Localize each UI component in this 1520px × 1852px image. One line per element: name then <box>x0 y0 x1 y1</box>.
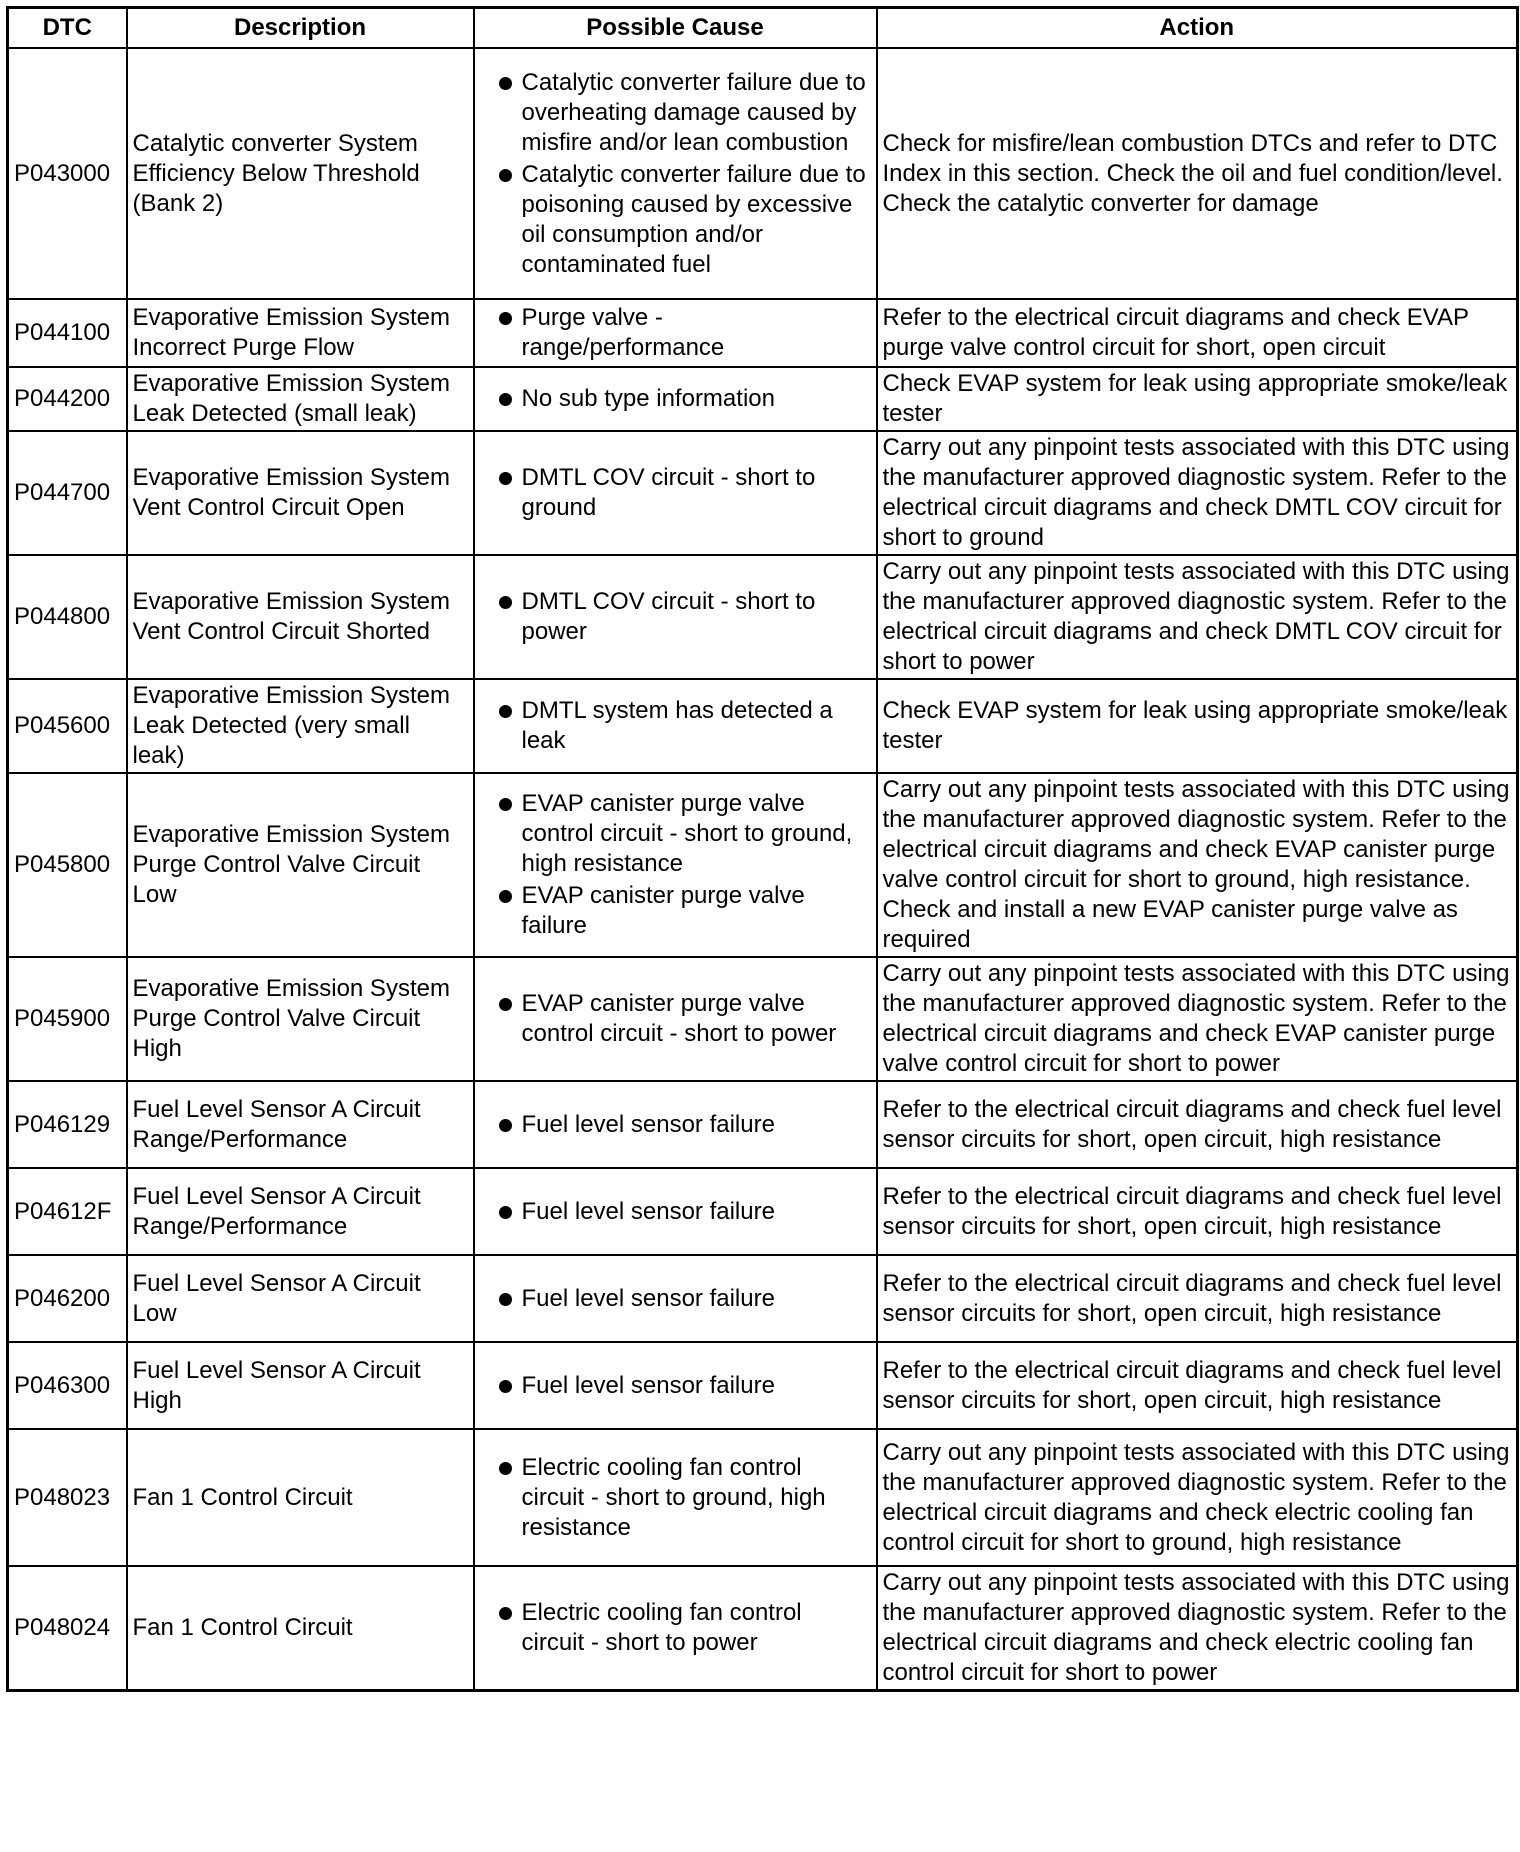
bullet-icon <box>499 798 512 811</box>
bullet-icon <box>499 1607 512 1620</box>
dtc-description: Evaporative Emission System Vent Control Circuit Shorted <box>127 555 474 679</box>
dtc-action: Carry out any pinpoint tests associated with this DTC using the manufacturer approved diagnostic system. Refer to the electrical circuit diagrams and check EVAP canister purge valve control circuit for short to power <box>877 957 1518 1081</box>
possible-cause-cell <box>474 773 877 957</box>
cause-text: DMTL COV circuit - short to power <box>521 588 816 645</box>
dtc-code: P046300 <box>8 1342 127 1429</box>
header-description: Description <box>127 8 474 49</box>
dtc-action: Carry out any pinpoint tests associated with this DTC using the manufacturer approved diagnostic system. Refer to the electrical circuit diagrams and check electric cooling fan control circuit for short to power <box>877 1566 1518 1691</box>
cause-item <box>480 303 871 363</box>
bullet-icon <box>499 169 512 182</box>
table-row <box>8 1429 1518 1566</box>
cause-item <box>480 1598 871 1658</box>
cause-item <box>480 1197 871 1227</box>
dtc-action: Check for misfire/lean combustion DTCs and refer to DTC Index in this section. Check the oil and fuel condition/level. Check the catalytic converter for damage <box>877 48 1518 299</box>
bullet-icon <box>499 1206 512 1219</box>
dtc-code: P043000 <box>8 48 127 299</box>
cause-text: EVAP canister purge valve control circuit - short to power <box>521 990 837 1047</box>
cause-item <box>480 789 871 879</box>
possible-cause-cell <box>474 555 877 679</box>
dtc-code: P04612F <box>8 1168 127 1255</box>
dtc-description: Fan 1 Control Circuit <box>127 1566 474 1691</box>
possible-cause-cell <box>474 1566 877 1691</box>
cause-list <box>480 1284 871 1314</box>
cause-text: Fuel level sensor failure <box>521 1110 775 1138</box>
header-row <box>8 8 1518 49</box>
bullet-icon <box>499 1119 512 1132</box>
cause-list <box>480 1371 871 1401</box>
dtc-description: Evaporative Emission System Leak Detected (small leak) <box>127 367 474 431</box>
dtc-description: Fuel Level Sensor A Circuit Range/Performance <box>127 1081 474 1168</box>
cause-item <box>480 1110 871 1140</box>
dtc-code: P044700 <box>8 431 127 555</box>
table-row <box>8 299 1518 367</box>
cause-list <box>480 384 871 414</box>
table-row <box>8 1566 1518 1691</box>
table-header <box>8 8 1518 49</box>
bullet-icon <box>499 312 512 325</box>
bullet-icon <box>499 705 512 718</box>
cause-item <box>480 384 871 414</box>
cause-item <box>480 68 871 158</box>
possible-cause-cell <box>474 431 877 555</box>
cause-list <box>480 1598 871 1658</box>
bullet-icon <box>499 890 512 903</box>
bullet-icon <box>499 1380 512 1393</box>
cause-text: EVAP canister purge valve control circuit - short to ground, high resistance <box>521 790 853 877</box>
cause-list <box>480 463 871 523</box>
cause-item <box>480 587 871 647</box>
possible-cause-cell <box>474 679 877 773</box>
cause-text: Electric cooling fan control circuit - short to power <box>521 1599 802 1656</box>
cause-item <box>480 881 871 941</box>
dtc-description: Fuel Level Sensor A Circuit Range/Performance <box>127 1168 474 1255</box>
dtc-description: Evaporative Emission System Incorrect Purge Flow <box>127 299 474 367</box>
cause-item <box>480 1453 871 1543</box>
possible-cause-cell <box>474 957 877 1081</box>
bullet-icon <box>499 1462 512 1475</box>
header-possible-cause: Possible Cause <box>474 8 877 49</box>
dtc-action: Carry out any pinpoint tests associated with this DTC using the manufacturer approved diagnostic system. Refer to the electrical circuit diagrams and check DMTL COV circuit for short to ground <box>877 431 1518 555</box>
dtc-action: Check EVAP system for leak using appropriate smoke/leak tester <box>877 367 1518 431</box>
dtc-code: P048023 <box>8 1429 127 1566</box>
cause-text: Fuel level sensor failure <box>521 1197 775 1225</box>
dtc-code: P046129 <box>8 1081 127 1168</box>
table-row <box>8 1255 1518 1342</box>
cause-text: No sub type information <box>521 385 775 412</box>
dtc-description: Evaporative Emission System Purge Control Valve Circuit Low <box>127 773 474 957</box>
dtc-code: P044100 <box>8 299 127 367</box>
dtc-description: Fuel Level Sensor A Circuit Low <box>127 1255 474 1342</box>
dtc-code: P046200 <box>8 1255 127 1342</box>
table-row <box>8 1168 1518 1255</box>
bullet-icon <box>499 1293 512 1306</box>
dtc-action: Refer to the electrical circuit diagrams and check fuel level sensor circuits for short, open circuit, high resistance <box>877 1255 1518 1342</box>
cause-list <box>480 68 871 280</box>
cause-item <box>480 989 871 1049</box>
cause-text: Catalytic converter failure due to overheating damage caused by misfire and/or lean combustion <box>521 68 866 156</box>
table-row <box>8 367 1518 431</box>
dtc-action: Refer to the electrical circuit diagrams and check EVAP purge valve control circuit for short, open circuit <box>877 299 1518 367</box>
dtc-action: Carry out any pinpoint tests associated with this DTC using the manufacturer approved diagnostic system. Refer to the electrical circuit diagrams and check electric cooling fan control circuit for short to ground, high resistance <box>877 1429 1518 1566</box>
possible-cause-cell <box>474 1081 877 1168</box>
dtc-description: Catalytic converter System Efficiency Below Threshold (Bank 2) <box>127 48 474 299</box>
possible-cause-cell <box>474 1168 877 1255</box>
table-row <box>8 1342 1518 1429</box>
dtc-code: P045600 <box>8 679 127 773</box>
possible-cause-cell <box>474 48 877 299</box>
cause-text: Electric cooling fan control circuit - short to ground, high resistance <box>521 1453 826 1541</box>
dtc-code: P045800 <box>8 773 127 957</box>
cause-list <box>480 989 871 1049</box>
bullet-icon <box>499 77 512 90</box>
possible-cause-cell <box>474 1429 877 1566</box>
dtc-code: P044200 <box>8 367 127 431</box>
dtc-description: Fuel Level Sensor A Circuit High <box>127 1342 474 1429</box>
dtc-action: Refer to the electrical circuit diagrams and check fuel level sensor circuits for short, open circuit, high resistance <box>877 1168 1518 1255</box>
cause-text: DMTL COV circuit - short to ground <box>521 464 816 521</box>
dtc-description: Evaporative Emission System Purge Control Valve Circuit High <box>127 957 474 1081</box>
dtc-action: Refer to the electrical circuit diagrams and check fuel level sensor circuits for short, open circuit, high resistance <box>877 1081 1518 1168</box>
bullet-icon <box>499 998 512 1011</box>
bullet-icon <box>499 393 512 406</box>
possible-cause-cell <box>474 1255 877 1342</box>
cause-text: EVAP canister purge valve failure <box>521 882 805 939</box>
table-row <box>8 431 1518 555</box>
cause-list <box>480 1453 871 1543</box>
possible-cause-cell <box>474 299 877 367</box>
cause-item <box>480 1284 871 1314</box>
cause-item <box>480 160 871 280</box>
table-row <box>8 679 1518 773</box>
dtc-description: Fan 1 Control Circuit <box>127 1429 474 1566</box>
cause-list <box>480 696 871 756</box>
header-action: Action <box>877 8 1518 49</box>
dtc-code: P044800 <box>8 555 127 679</box>
dtc-code: P048024 <box>8 1566 127 1691</box>
possible-cause-cell <box>474 1342 877 1429</box>
dtc-action: Carry out any pinpoint tests associated with this DTC using the manufacturer approved diagnostic system. Refer to the electrical circuit diagrams and check DMTL COV circuit for short to power <box>877 555 1518 679</box>
dtc-description: Evaporative Emission System Leak Detected (very small leak) <box>127 679 474 773</box>
cause-list <box>480 303 871 363</box>
cause-text: Fuel level sensor failure <box>521 1284 775 1312</box>
dtc-table <box>6 6 1519 1692</box>
cause-list <box>480 789 871 941</box>
header-dtc: DTC <box>8 8 127 49</box>
table-row <box>8 1081 1518 1168</box>
dtc-description: Evaporative Emission System Vent Control Circuit Open <box>127 431 474 555</box>
cause-item <box>480 1371 871 1401</box>
dtc-action: Refer to the electrical circuit diagrams and check fuel level sensor circuits for short, open circuit, high resistance <box>877 1342 1518 1429</box>
cause-list <box>480 587 871 647</box>
table-row <box>8 555 1518 679</box>
cause-text: Fuel level sensor failure <box>521 1371 775 1399</box>
cause-text: Catalytic converter failure due to poisoning caused by excessive oil consumption and/or contaminated fuel <box>521 160 866 278</box>
cause-text: Purge valve - range/performance <box>521 304 725 361</box>
table-body <box>8 48 1518 1691</box>
dtc-action: Carry out any pinpoint tests associated with this DTC using the manufacturer approved diagnostic system. Refer to the electrical circuit diagrams and check EVAP canister purge valve control circuit for short to ground, high resistance. Check and install a new EVAP canister purge valve as required <box>877 773 1518 957</box>
cause-item <box>480 696 871 756</box>
cause-text: DMTL system has detected a leak <box>521 697 833 754</box>
table-row <box>8 957 1518 1081</box>
bullet-icon <box>499 472 512 485</box>
dtc-action: Check EVAP system for leak using appropriate smoke/leak tester <box>877 679 1518 773</box>
table-row <box>8 773 1518 957</box>
table-row <box>8 48 1518 299</box>
possible-cause-cell <box>474 367 877 431</box>
bullet-icon <box>499 596 512 609</box>
cause-list <box>480 1110 871 1140</box>
dtc-code: P045900 <box>8 957 127 1081</box>
cause-item <box>480 463 871 523</box>
cause-list <box>480 1197 871 1227</box>
